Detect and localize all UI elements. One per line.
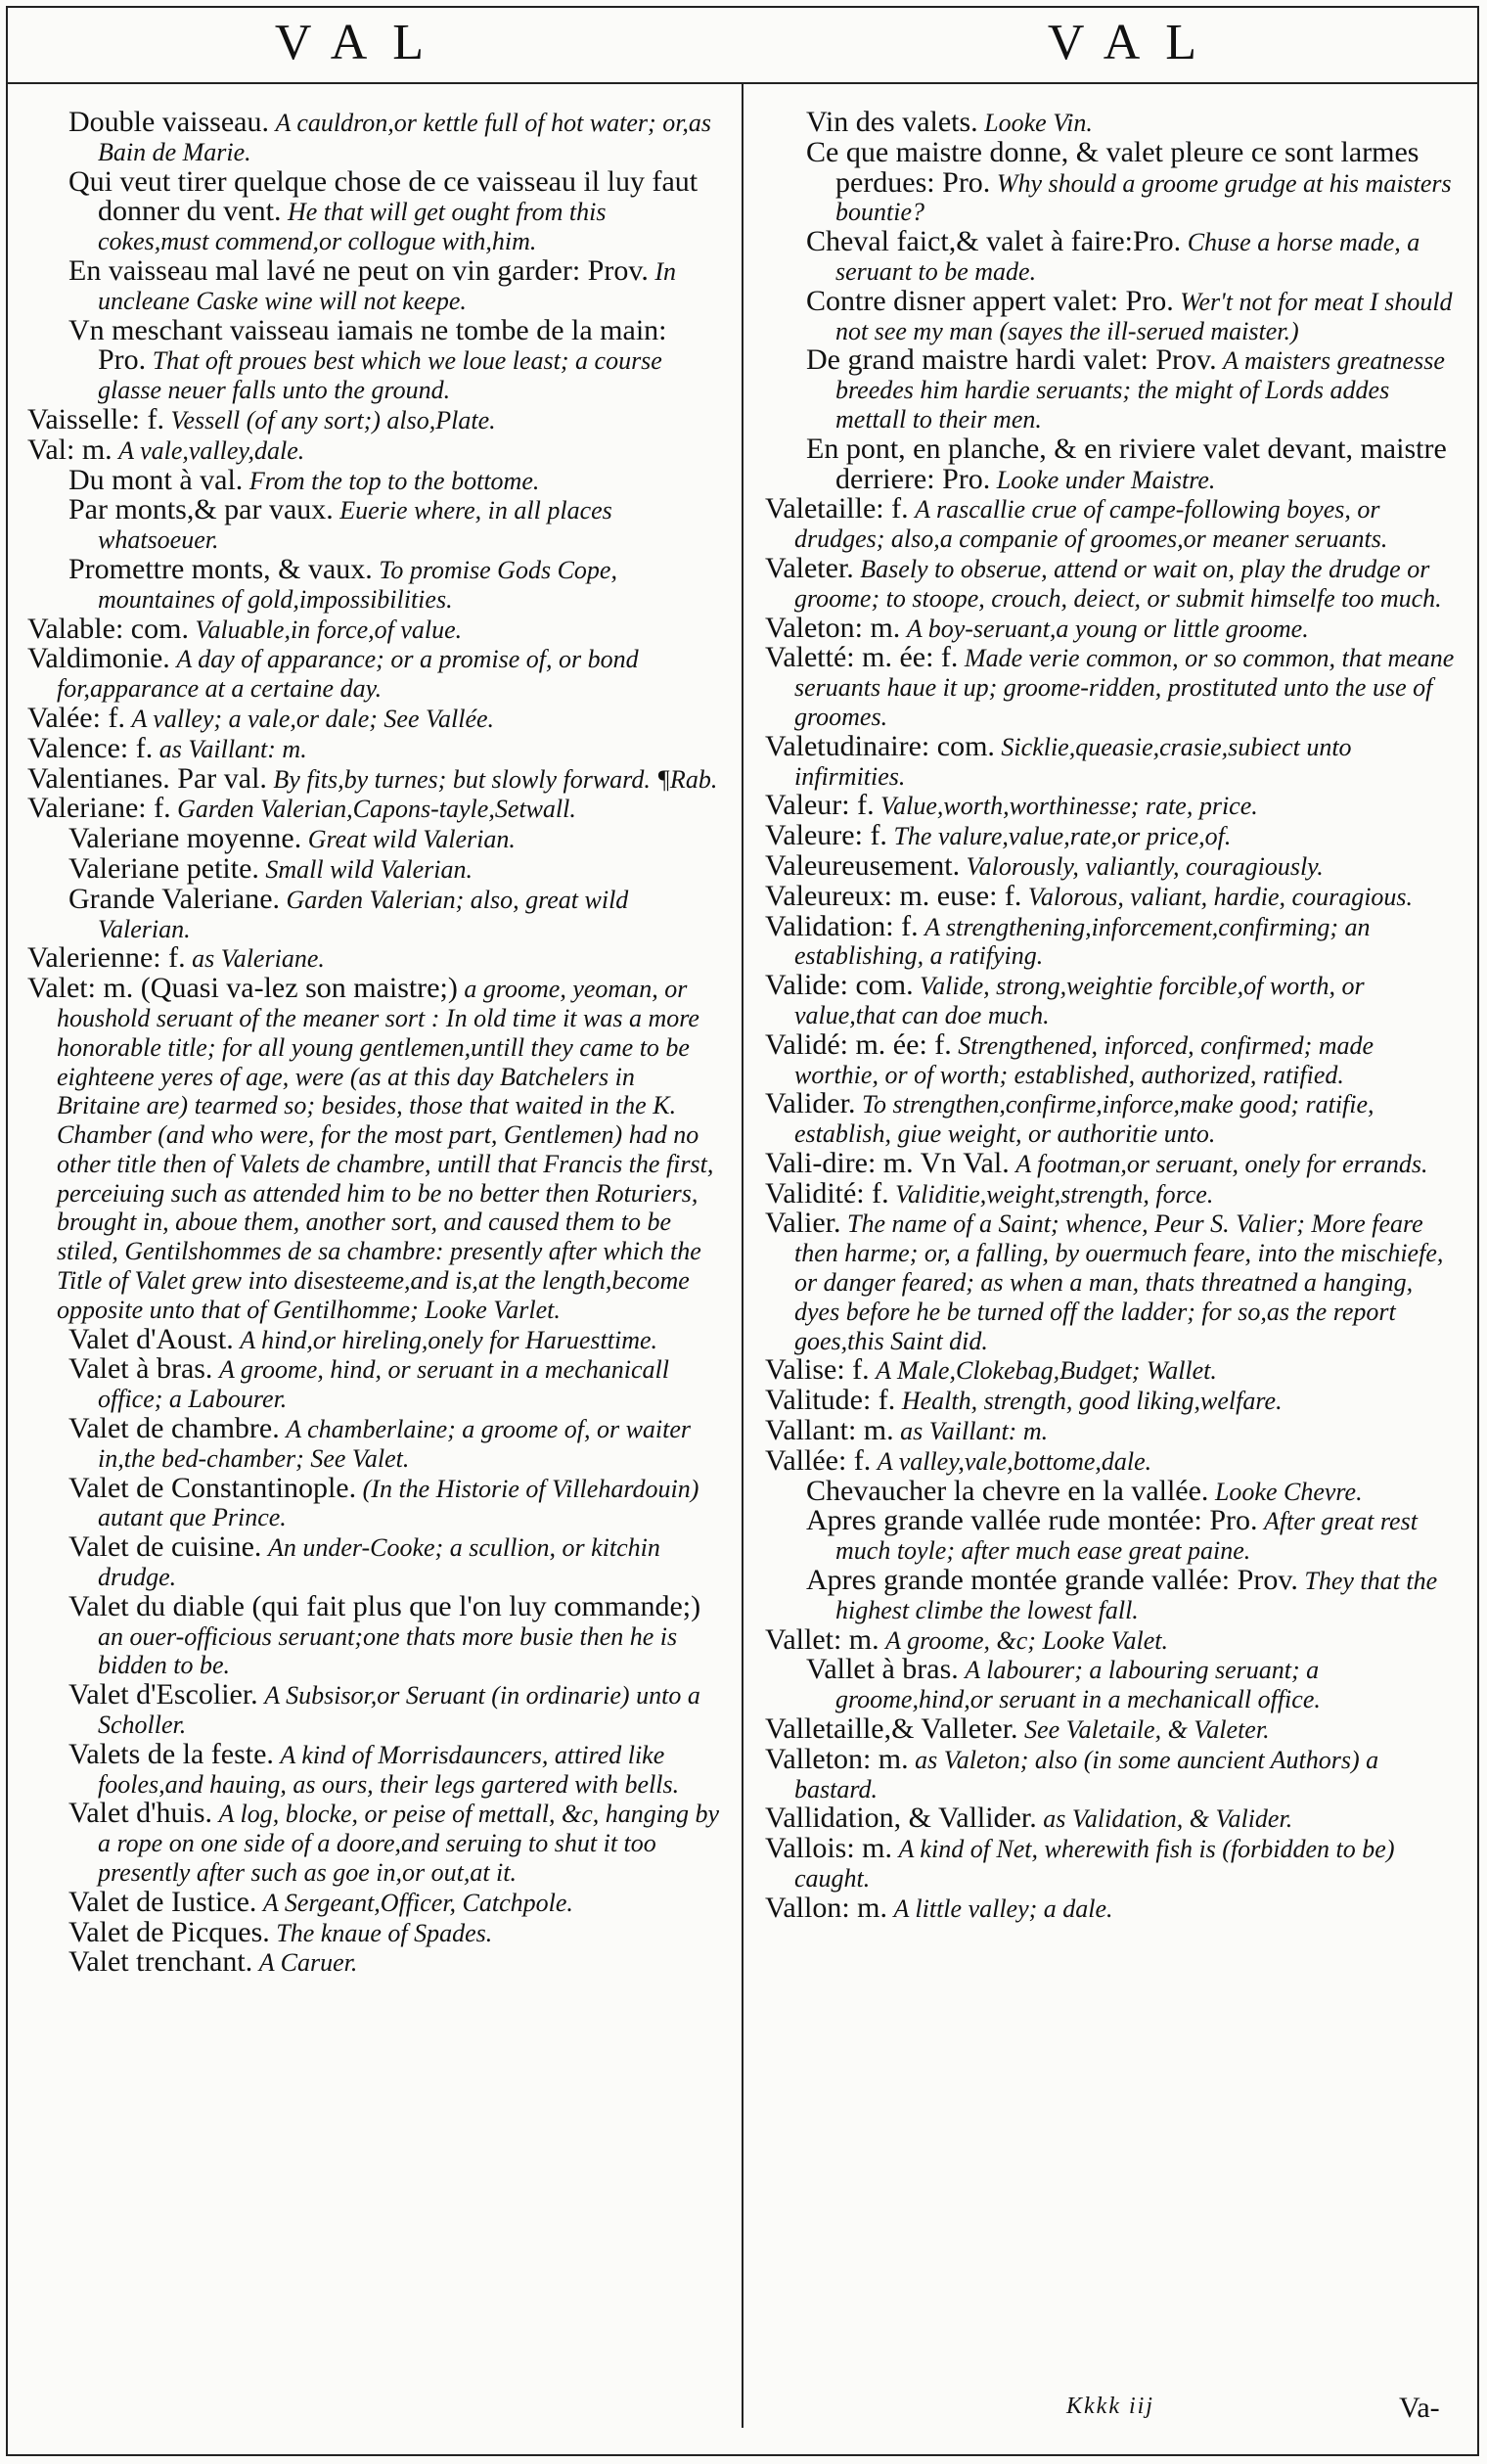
dictionary-entry <box>765 1146 1460 1179</box>
definition: A cauldron,or kettle full of hot water; or,as Bain de Marie. <box>98 109 712 166</box>
headword: Valider. <box>765 1087 856 1120</box>
definition: A Male,Clokebag,Budget; Wallet. <box>876 1356 1217 1386</box>
dictionary-subentry <box>68 1354 722 1414</box>
headword: Promettre monts, & vaux. <box>68 552 373 585</box>
dictionary-entry <box>765 1622 1460 1656</box>
definition: A kind of Morrisdauncers, attired like fooles,and hauing, as ours, their legs gartered with bells. <box>98 1740 680 1799</box>
dictionary-entry <box>765 971 1460 1030</box>
definition: A rascallie crue of campe-following boyes, or drudges; also,a companie of groomes,or meaner seruants. <box>794 495 1388 554</box>
definition: Made verie common, or so common, that meane seruants haue it up; groome-ridden, prostituted unto the use of groomes. <box>794 644 1455 731</box>
definition: A Sergeant,Officer, Catchpole. <box>262 1888 573 1917</box>
definition: A Subsisor,or Seruant (in ordinarie) unto a Scholler. <box>98 1681 700 1740</box>
dictionary-subentry <box>806 1655 1460 1714</box>
definition: The knaue of Spades. <box>276 1918 493 1947</box>
definition: Great wild Valerian. <box>307 825 516 854</box>
dictionary-entry <box>765 643 1460 731</box>
dictionary-entry <box>765 1089 1460 1149</box>
definition: Valorous, valiant, hardie, couragious. <box>1027 882 1414 911</box>
definition: an ouer-officious seruant;one thats more busie then he is bidden to be. <box>98 1621 678 1680</box>
definition: Vessell (of any sort;) also,Plate. <box>170 405 496 434</box>
definition: Looke under Maistre. <box>996 465 1216 494</box>
headword: Valetté: m. ée: f. <box>765 641 959 674</box>
headword: Valeriane: f. <box>27 792 171 825</box>
dictionary-subentry <box>806 434 1460 495</box>
dictionary-entry <box>765 848 1460 882</box>
dictionary-entry <box>765 1027 1460 1090</box>
dictionary-entry <box>27 974 722 1325</box>
headword: En pont, en planche, & en riviere valet devant, maistre derriere: Pro. <box>806 432 1447 495</box>
headword: Qui veut tirer quelque chose de ce vaisseau il luy faut donner du vent. <box>68 164 698 228</box>
headword: Vn meschant vaisseau iamais ne tombe de la main: Pro. <box>68 313 667 377</box>
headword: Valet: m. (Quasi va-lez son maistre;) <box>27 972 458 1005</box>
headword: Valet d'Aoust. <box>68 1322 234 1355</box>
headword: Valletaille,& Valleter. <box>765 1712 1018 1746</box>
dictionary-entry <box>27 794 722 824</box>
headword: Contre disner appert valet: Pro. <box>806 284 1174 317</box>
headword: Valeureusement. <box>765 848 961 882</box>
headword: Vallidation, & Vallider. <box>765 1802 1037 1835</box>
headword: Valets de la feste. <box>68 1737 274 1770</box>
headword: Valentianes. Par val. <box>27 761 267 795</box>
headword: Valdimonie. <box>27 642 170 675</box>
dictionary-entry <box>765 1714 1460 1745</box>
definition: A hind,or hireling,onely for Haruesttime. <box>240 1325 658 1354</box>
dictionary-entry <box>765 1891 1460 1924</box>
dictionary-subentry <box>68 1589 722 1680</box>
definition: as Validation, & Valider. <box>1043 1804 1293 1834</box>
headword: Valier. <box>765 1207 841 1240</box>
headword: Valeur: f. <box>765 789 875 822</box>
dictionary-subentry <box>806 345 1460 433</box>
definition: Value,worth,worthinesse; rate, price. <box>880 792 1258 821</box>
headword: Valeriane petite. <box>68 851 259 885</box>
dictionary-entry <box>27 435 722 466</box>
dictionary-subentry <box>806 227 1460 287</box>
headword: Valet trenchant. <box>68 1945 253 1979</box>
dictionary-subentry <box>68 1532 722 1592</box>
definition: A labourer; a labouring seruant; a groome,hind,or seruant in a mechanicall office. <box>835 1656 1321 1714</box>
dictionary-subentry <box>806 1566 1460 1625</box>
headword: Vali-dire: m. Vn Val. <box>765 1146 1010 1179</box>
dictionary-subentry <box>68 463 722 496</box>
dictionary-entry <box>765 821 1460 851</box>
running-head-right: VAL <box>1047 15 1223 70</box>
dictionary-subentry <box>806 284 1460 346</box>
definition: After great rest much toyle; after much ease great paine. <box>835 1507 1418 1566</box>
dictionary-subentry <box>68 164 722 256</box>
definition: A valley; a vale,or dale; See Vallée. <box>131 704 495 733</box>
definition: That oft proues best which we loue least; a course glasse neuer falls unto the ground. <box>98 346 662 405</box>
definition: Garden Valerian; also, great wild Valerian. <box>98 885 629 943</box>
column-divider <box>742 84 744 2428</box>
definition: From the top to the bottome. <box>248 466 540 495</box>
definition: (In the Historie of Villehardouin) autant que Prince. <box>98 1474 699 1532</box>
headword: Vallet: m. <box>765 1622 879 1656</box>
headword: Valeure: f. <box>765 819 887 852</box>
dictionary-subentry <box>68 253 722 316</box>
headword: Valerienne: f. <box>27 941 186 975</box>
dictionary-entry <box>27 701 722 734</box>
dictionary-subentry <box>68 1799 722 1887</box>
headword: Valence: f. <box>27 731 154 764</box>
definition: A vale,valley,dale. <box>118 435 305 465</box>
definition: Wer't not for meat I should not see my man (sayes the ill-serued maister.) <box>835 287 1453 345</box>
headword: Validé: m. ée: f. <box>765 1027 952 1061</box>
headword: Vallon: m. <box>765 1891 887 1924</box>
dictionary-subentry <box>806 1506 1460 1566</box>
definition: a groome, yeoman, or houshold seruant of the meaner sort : In old time it was a more honorable title; for all young gentlemen,untill they came to be eighteene yeres of age, were (as at this day Batchelers in Britaine are) tearmed so; besides, those that waited in the K. Chamber (and who were, for the most part, Gentlemen) had no other title then of Valets de chambre, untill that Francis the first, perceiuing such as attended him to be no better then Roturiers, brought in, aboue them, another sort, and caused them to be stiled, Gentilshommes de sa chambre: presently after which the Title of Valet grew into disesteeme,and is,at the length,become opposite unto that of Gentilhomme; Looke Varlet. <box>57 975 714 1324</box>
running-head-left: VAL <box>274 15 450 70</box>
headword: Valet du diable (qui fait plus que l'on luy commande;) <box>68 1589 701 1622</box>
definition: The valure,value,rate,or price,of. <box>893 822 1232 851</box>
dictionary-subentry <box>806 135 1460 227</box>
dictionary-entry <box>765 551 1460 614</box>
dictionary-entry <box>765 1386 1460 1416</box>
headword: Du mont à val. <box>68 463 244 496</box>
dictionary-entry <box>765 1416 1460 1446</box>
definition: Why should a groome grudge at his maisters bountie? <box>835 168 1452 227</box>
headword: Valet de chambre. <box>68 1412 280 1445</box>
dictionary-subentry <box>68 1947 722 1978</box>
dictionary-entry <box>27 402 722 435</box>
definition: An under-Cooke; a scullion, or kitchin drudge. <box>98 1533 660 1592</box>
definition: Small wild Valerian. <box>265 854 473 884</box>
headword: Apres grande montée grande vallée: Prov. <box>806 1564 1298 1597</box>
definition: as Valeton; also (in some auncient Authors) a bastard. <box>794 1745 1379 1803</box>
dictionary-subentry <box>68 1737 722 1800</box>
definition: See Valetaile, & Valeter. <box>1024 1715 1270 1745</box>
headword: Par monts,& par vaux. <box>68 493 334 526</box>
dictionary-entry <box>765 791 1460 821</box>
dictionary-entry <box>27 644 722 704</box>
headword: Val: m. <box>27 433 113 466</box>
definition: A little valley; a dale. <box>893 1894 1113 1923</box>
definition: as Vaillant: m. <box>900 1417 1049 1446</box>
headword: Valise: f. <box>765 1353 870 1387</box>
headword: Valée: f. <box>27 701 125 734</box>
headword: Valetudinaire: com. <box>765 729 995 762</box>
dictionary-entry <box>765 1834 1460 1894</box>
definition: Basely to obserue, attend or wait on, play the drudge or groome; to stoope, crouch, deiect, or submit himselfe too much. <box>794 554 1442 613</box>
headword: Vallet à bras. <box>806 1653 959 1686</box>
headword: Vallois: m. <box>765 1832 893 1865</box>
dictionary-subentry <box>68 882 722 944</box>
headword: Valeriane moyenne. <box>68 822 302 855</box>
dictionary-subentry <box>806 1474 1460 1507</box>
definition: A valley,vale,bottome,dale. <box>877 1446 1152 1476</box>
headword: Cheval faict,& valet à faire:Pro. <box>806 225 1182 258</box>
definition: Looke Vin. <box>984 109 1093 137</box>
headword: Validation: f. <box>765 909 919 942</box>
dictionary-entry <box>765 494 1460 554</box>
dictionary-subentry <box>68 824 722 854</box>
headword: Valide: com. <box>765 969 914 1002</box>
headword: Vallant: m. <box>765 1414 894 1447</box>
definition: Chuse a horse made, a seruant to be made. <box>835 228 1420 286</box>
definition: Validitie,weight,strength, force. <box>895 1179 1214 1209</box>
headword: Valet à bras. <box>68 1352 213 1386</box>
headword: Chevaucher la chevre en la vallée. <box>806 1474 1209 1507</box>
dictionary-entry <box>765 1443 1460 1477</box>
headword: Valet d'huis. <box>68 1797 213 1830</box>
dictionary-entry <box>765 879 1460 912</box>
dictionary-subentry <box>68 851 722 885</box>
signature-mark: Kkkk iij <box>1066 2394 1154 2419</box>
headword: Valeton: m. <box>765 611 901 644</box>
dictionary-entry <box>27 943 722 974</box>
headword: Valet de Constantinople. <box>68 1471 357 1504</box>
definition: as Vaillant: m. <box>158 734 307 763</box>
headword: Apres grande vallée rude montée: Pro. <box>806 1504 1258 1537</box>
dictionary-entry <box>27 612 722 645</box>
dictionary-subentry <box>68 552 722 615</box>
headword: De grand maistre hardi valet: Prov. <box>806 343 1217 377</box>
definition: The name of a Saint; whence, Peur S. Valier; More feare then harme; or, a falling, by ouermuch feare, into the mischiefe, or danger feared; as when a man, thats threatned a hanging, dyes before he be turned off the ladder; for so,as the report goes,this Saint did. <box>794 1209 1444 1355</box>
definition: A kind of Net, wherewith fish is (forbidden to be) caught. <box>794 1835 1395 1894</box>
headword: Double vaisseau. <box>68 108 269 138</box>
definition: In uncleane Caske wine will not keepe. <box>98 256 677 315</box>
definition: They that the highest climbe the lowest fall. <box>835 1567 1438 1624</box>
definition: Health, strength, good liking,welfare. <box>901 1387 1283 1416</box>
definition: A chamberlaine; a groome of, or waiter in,the bed-chamber; See Valet. <box>98 1415 692 1473</box>
dictionary-subentry <box>68 1322 722 1355</box>
dictionary-subentry <box>68 495 722 555</box>
definition: Sicklie,queasie,crasie,subiect unto infirmities. <box>794 732 1352 791</box>
definition: A day of apparance; or a promise of, or bond for,apparance at a certaine day. <box>57 645 639 704</box>
dictionary-subentry <box>806 108 1460 138</box>
headword: Ce que maistre donne, & valet pleure ce sont larmes perdues: Pro. <box>806 135 1419 199</box>
definition: A maisters greatnesse breedes him hardie seruants; the might of Lords addes mettall to their men. <box>835 346 1445 433</box>
dictionary-entry <box>765 1803 1460 1834</box>
definition: Looke Chevre. <box>1214 1477 1363 1506</box>
headword: Valet d'Escolier. <box>68 1678 258 1711</box>
headword: Valleton: m. <box>765 1742 909 1775</box>
headword: Vaisselle: f. <box>27 402 164 435</box>
headword: Valeureux: m. euse: f. <box>765 879 1022 912</box>
catchword: Va- <box>1399 2392 1440 2424</box>
headword: Grande Valeriane. <box>68 882 281 915</box>
definition: as Valeriane. <box>192 944 325 974</box>
definition: A groome, &c; Looke Valet. <box>885 1625 1168 1655</box>
right-column <box>765 108 1460 2437</box>
dictionary-entry <box>765 1355 1460 1386</box>
dictionary-entry <box>765 1742 1460 1804</box>
headword: Valet de Iustice. <box>68 1885 257 1918</box>
definition: Valide, strong,weightie forcible,of worth, or value,that can doe much. <box>794 972 1365 1029</box>
definition: Euerie where, in all places whatsoeuer. <box>98 496 612 555</box>
definition: By fits,by turnes; but slowly forward. ¶Rab. <box>273 764 718 794</box>
dictionary-entry <box>765 909 1460 972</box>
dictionary-subentry <box>68 1915 722 1948</box>
definition: A strengthening,inforcement,confirming; an establishing, a ratifying. <box>794 912 1371 971</box>
definition: To promise Gods Cope, mountaines of gold,impossibilities. <box>98 555 617 614</box>
definition: A log, blocke, or peise of mettall, &c, hanging by a rope on one side of a doore,and seruing to shut it too presently after such as goe in,or out,at it. <box>98 1800 720 1888</box>
definition: Garden Valerian,Capons-tayle,Setwall. <box>177 795 576 824</box>
definition: A footman,or seruant, onely for errands. <box>1015 1149 1428 1178</box>
headword: Vallée: f. <box>765 1443 872 1477</box>
headword: Vin des valets. <box>806 108 978 138</box>
left-column <box>27 108 722 2437</box>
definition: A boy-seruant,a young or little groome. <box>906 614 1309 643</box>
headword: Valable: com. <box>27 612 189 645</box>
dictionary-entry <box>765 729 1460 792</box>
definition: Valuable,in force,of value. <box>195 615 463 644</box>
headword: En vaisseau mal lavé ne peut on vin garder: Prov. <box>68 253 649 287</box>
dictionary-subentry <box>68 108 722 167</box>
dictionary-subentry <box>68 1885 722 1918</box>
dictionary-subentry <box>68 313 722 405</box>
dictionary-entry <box>27 761 722 795</box>
headword: Valitude: f. <box>765 1384 896 1417</box>
definition: He that will get ought from this cokes,must commend,or collogue with,him. <box>98 198 607 256</box>
dictionary-subentry <box>68 1471 722 1533</box>
dictionary-entry <box>765 611 1460 644</box>
definition: A groome, hind, or seruant in a mechanicall office; a Labourer. <box>98 1355 669 1414</box>
definition: Strengthened, inforced, confirmed; made worthie, or of worth; established, authorized, ratified. <box>794 1030 1374 1089</box>
definition: To strengthen,confirme,inforce,make good; ratifie, establish, giue weight, or authoritie unto. <box>794 1090 1374 1149</box>
definition: A Caruer. <box>258 1948 358 1978</box>
dictionary-entry <box>765 1176 1460 1209</box>
dictionary-entry <box>27 731 722 764</box>
headword: Validité: f. <box>765 1176 889 1209</box>
dictionary-entry <box>765 1209 1460 1355</box>
headword: Valet de cuisine. <box>68 1530 262 1564</box>
dictionary-subentry <box>68 1414 722 1474</box>
headword: Valeter. <box>765 551 854 584</box>
dictionary-subentry <box>68 1680 722 1740</box>
headword: Valet de Picques. <box>68 1915 270 1948</box>
headword: Valetaille: f. <box>765 492 909 525</box>
definition: Valorously, valiantly, couragiously. <box>966 851 1324 881</box>
